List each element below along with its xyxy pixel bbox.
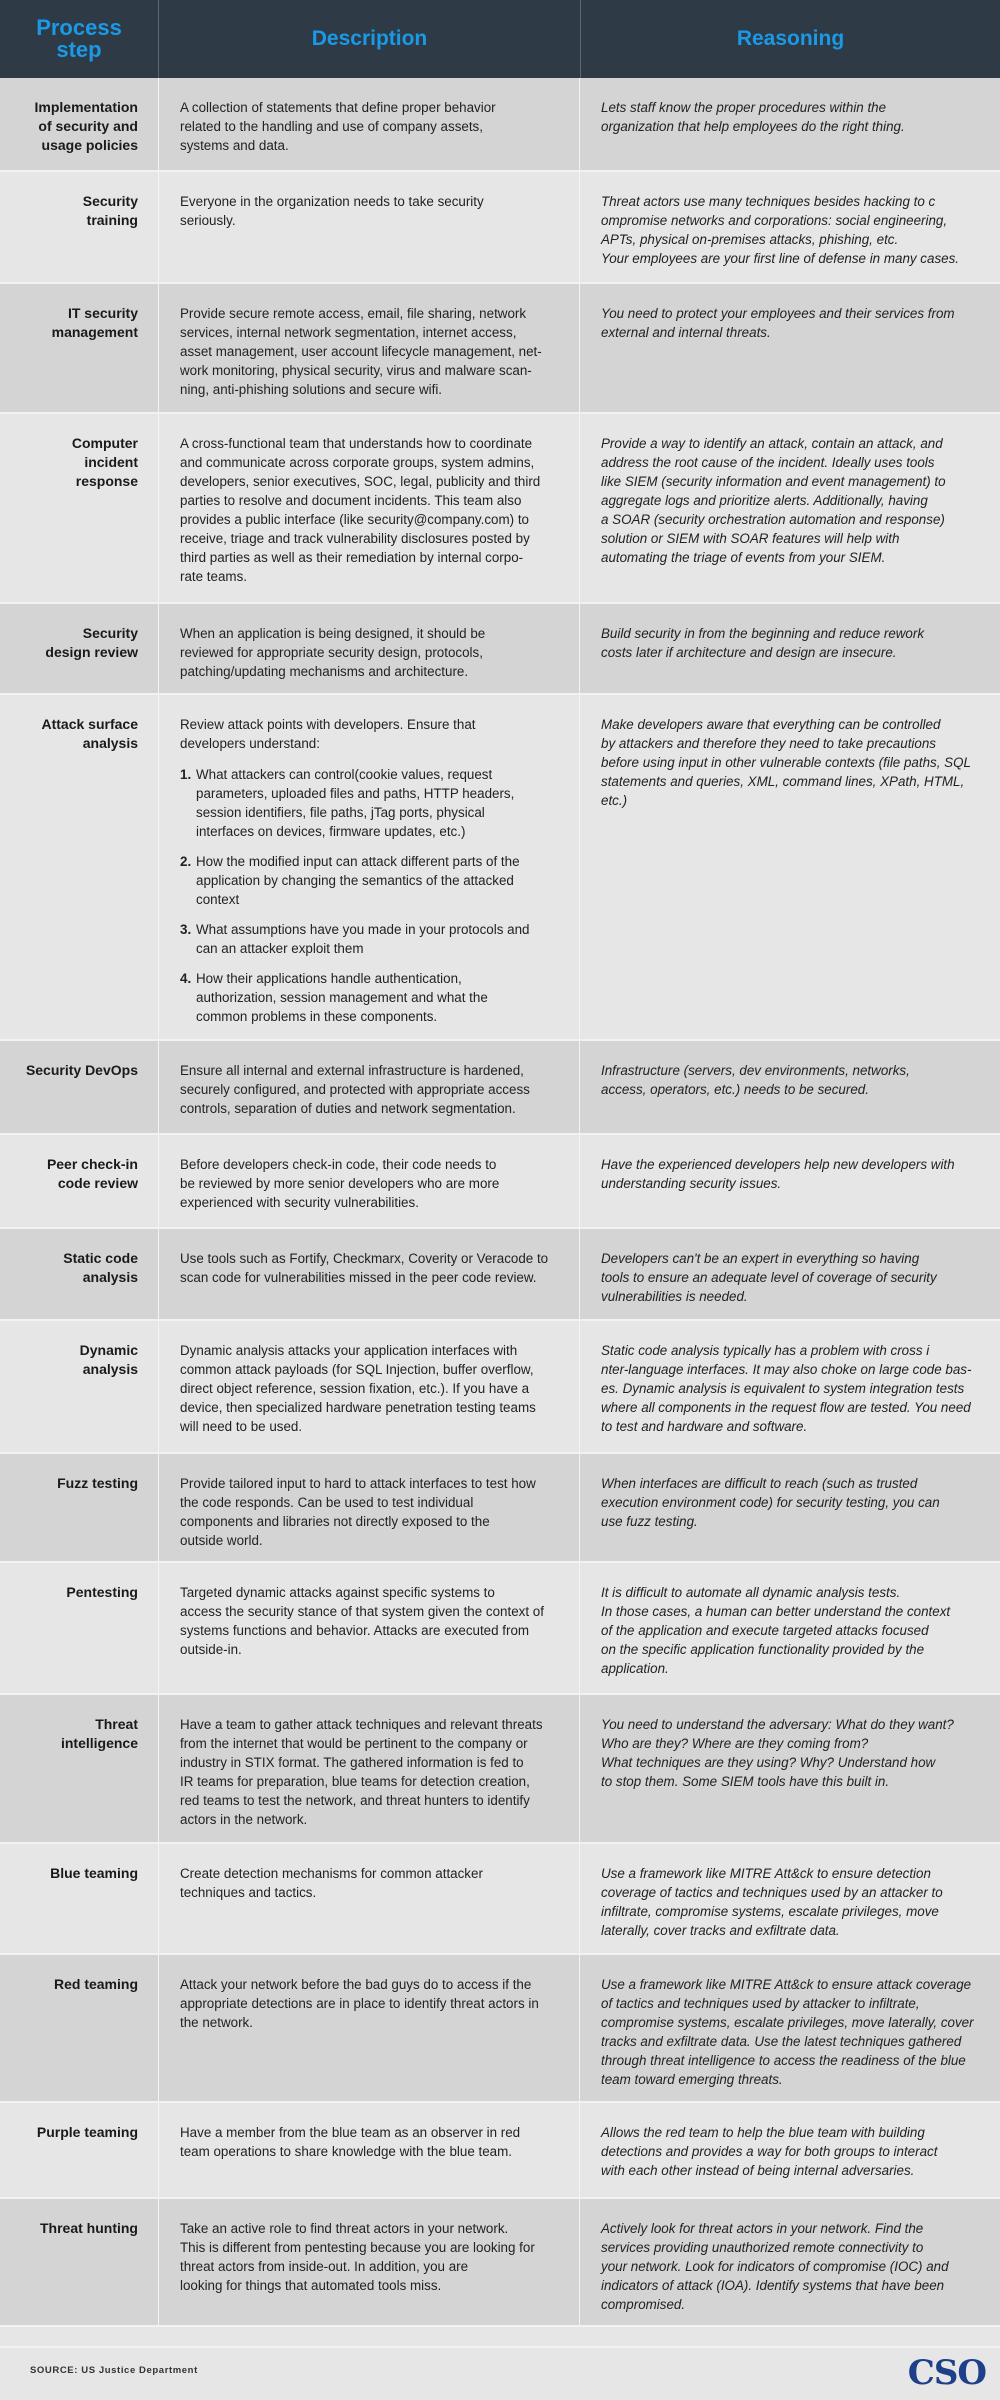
process-step-cell: Purple teaming <box>36 2124 138 2140</box>
description-text: Dynamic analysis attacks your application interfaces with common attack payloads (for SQL Injection, buffer overflow, direct object reference, session fixation, etc.). If you have a device, then specialized hardware penetration testing teams will need to be used. <box>180 1343 536 1434</box>
description-text: Ensure all internal and external infrastructure is hardened, securely configured, and protected with appropriate access controls, separation of duties and network segmentation. <box>180 1063 530 1116</box>
description-text: Have a team to gather attack techniques and relevant threats from the internet that would be pertinent to the company or industry in STIX format. The gathered information is fed to IR teams for preparation, blue teams for detection creation, red teams to test the network, and threat hunters to identify actors in the network. <box>180 1717 543 1827</box>
reasoning-text: Threat actors use many techniques besides hacking to c ompromise networks and corporations: social engineering, APTs, physical on-premises attacks, phishing, etc. Your employees are your first line of defense in many cases. <box>601 194 960 266</box>
description-text: Provide secure remote access, email, file sharing, network services, internal network segmentation, internet access, asset management, user account lifecycle management, net- work monitoring, physical security, virus and malware scan- ning, anti-phishing solutions and secure wifi. <box>180 306 542 397</box>
table-row <box>0 1135 1000 1229</box>
reasoning-cell <box>579 2103 1000 2197</box>
reasoning-cell <box>579 1321 1000 1452</box>
cso-logo: CSO <box>907 2353 986 2393</box>
list-item-number: 2. <box>180 854 192 869</box>
reasoning-cell <box>579 284 1000 412</box>
description-cell <box>158 414 579 602</box>
process-step-cell: Attack surface analysis <box>41 716 138 751</box>
reasoning-cell <box>579 78 1000 170</box>
process-step-cell: Fuzz testing <box>57 1475 138 1491</box>
description-text: Have a member from the blue team as an observer in red team operations to share knowledge with the blue team. <box>180 2125 521 2159</box>
reasoning-cell <box>579 2199 1000 2325</box>
reasoning-text: Provide a way to identify an attack, contain an attack, and address the root cause of the incident. Ideally uses tools like SIEM (security information and event management) to aggregate logs and prioritize alerts. Additionally, having a SOAR (security orchestration automation and response) solution or SIEM with SOAR features will help with automating the triage of events from your SIEM. <box>601 436 946 565</box>
list-item-text: What attackers can control(cookie values, request parameters, uploaded files and paths, HTTP headers, session identifiers, file paths, jTag ports, physical interfaces on devices, firmware updates, etc.) <box>196 767 515 839</box>
reasoning-text: Allows the red team to help the blue team with building detections and provides a way for both groups to interact with each other instead of being internal adversaries. <box>601 2125 938 2178</box>
reasoning-cell <box>579 1135 1000 1227</box>
description-text: A collection of statements that define proper behavior related to the handling and use of company assets, systems and data. <box>180 100 496 153</box>
reasoning-text: Use a framework like MITRE Att&ck to ensure detection coverage of tactics and techniques used by an attacker to infiltrate, compromise systems, escalate privileges, move laterally, cover tracks and exfiltrate data. <box>601 1866 943 1938</box>
reasoning-cell <box>579 414 1000 602</box>
list-item-number: 3. <box>180 922 192 937</box>
table-row <box>0 1041 1000 1135</box>
reasoning-text: Have the experienced developers help new developers with understanding security issues. <box>601 1157 955 1191</box>
process-step-cell: Dynamic analysis <box>79 1342 138 1377</box>
table-row <box>0 604 1000 695</box>
description-cell <box>158 1695 579 1842</box>
description-text: Targeted dynamic attacks against specific systems to access the security stance of that system given the context of systems functions and behavior. Attacks are executed from outside-in. <box>180 1585 544 1657</box>
table-row <box>0 1844 1000 1955</box>
table-header <box>0 0 1000 78</box>
description-text: A cross-functional team that understands how to coordinate and communicate across corporate groups, system admins, developers, senior executives, SOC, legal, publicity and third parties to resolve and document incidents. This team also provides a public interface (like security@company.com) to receive, triage and track vulnerability disclosures posted by third parties as well as their remediation by internal corpo- rate teams. <box>180 436 541 584</box>
source-credit: SOURCE: US Justice Department <box>30 2365 198 2376</box>
description-text: Create detection mechanisms for common attacker techniques and tactics. <box>180 1866 483 1900</box>
list-item-number: 4. <box>180 971 192 986</box>
reasoning-cell <box>579 1563 1000 1693</box>
description-text: Use tools such as Fortify, Checkmarx, Coverity or Veracode to scan code for vulnerabilities missed in the peer code review. <box>180 1251 549 1285</box>
reasoning-text: Static code analysis typically has a problem with cross i nter-language interfaces. It may also choke on large code bas- es. Dynamic analysis is equivalent to system integration tests where all components in the request flow are tested. You need to test and hardware and software. <box>601 1343 972 1434</box>
list-item <box>180 969 559 1026</box>
list-item <box>180 852 559 909</box>
process-step-cell: Pentesting <box>66 1584 138 1600</box>
description-cell <box>158 2199 579 2325</box>
description-cell <box>158 1135 579 1227</box>
header-reasoning: Reasoning <box>736 27 845 50</box>
table-row <box>0 695 1000 1041</box>
description-cell <box>158 1321 579 1452</box>
list-item-number: 1. <box>180 767 192 782</box>
table-row <box>0 172 1000 284</box>
reasoning-cell <box>579 1844 1000 1953</box>
list-item-text: How their applications handle authentication, authorization, session management and what the common problems in these components. <box>196 971 488 1024</box>
description-cell <box>158 2103 579 2197</box>
description-text: When an application is being designed, it should be reviewed for appropriate security design, protocols, patching/updating mechanisms and architecture. <box>180 626 486 679</box>
reasoning-text: Use a framework like MITRE Att&ck to ensure attack coverage of tactics and techniques used by attacker to infiltrate, compromise systems, escalate privileges, move laterally, cover tracks and exfiltrate data. Use the latest techniques gathered through threat intelligence to access the readiness of the blue team toward emerging threats. <box>601 1977 974 2087</box>
process-step-cell: Threat intelligence <box>60 1716 138 1751</box>
description-cell <box>158 695 579 1039</box>
table-row <box>0 2199 1000 2327</box>
description-cell <box>158 78 579 170</box>
process-step-cell: Peer check-in code review <box>46 1156 138 1191</box>
table-row <box>0 1321 1000 1454</box>
list-item-text: How the modified input can attack different parts of the application by changing the semantics of the attacked context <box>196 854 520 907</box>
description-text: Attack your network before the bad guys do to access if the appropriate detections are in place to identify threat actors in the network. <box>180 1977 539 2030</box>
reasoning-cell <box>579 1041 1000 1133</box>
list-item <box>180 920 559 958</box>
description-cell <box>158 604 579 693</box>
description-cell <box>158 1229 579 1319</box>
table-row <box>0 2103 1000 2199</box>
reasoning-text: When interfaces are difficult to reach (such as trusted execution environment code) for security testing, you can use fuzz testing. <box>601 1476 940 1529</box>
reasoning-text: Lets staff know the proper procedures within the organization that help employees do the right thing. <box>601 100 905 134</box>
reasoning-text: It is difficult to automate all dynamic analysis tests. In those cases, a human can better understand the context of the application and execute targeted attacks focused on the specific application functionality provided by the application. <box>601 1585 951 1676</box>
process-step-cell: Security training <box>82 193 138 228</box>
table-row <box>0 1563 1000 1695</box>
description-text: Before developers check-in code, their code needs to be reviewed by more senior developers who are more experienced with security vulnerabilities. <box>180 1157 500 1210</box>
reasoning-text: Developers can't be an expert in everything so having tools to ensure an adequate level of coverage of security vulnerabilities is needed. <box>601 1251 937 1304</box>
reasoning-cell <box>579 695 1000 1039</box>
reasoning-cell <box>579 1955 1000 2101</box>
table-body <box>0 78 1000 2327</box>
description-cell <box>158 1844 579 1953</box>
list-item <box>180 765 559 841</box>
description-text: Take an active role to find threat actors in your network. This is different from pentesting because you are looking for threat actors from inside-out. In addition, you are looking for things that automated tools miss. <box>180 2221 535 2293</box>
table-row <box>0 1229 1000 1321</box>
reasoning-text: Make developers aware that everything can be controlled by attackers and therefore they need to take precautions before using input in other vulnerable contexts (file paths, SQL statements and queries, XML, command lines, XPath, HTML, etc.) <box>601 717 971 808</box>
header-process-step: Process step <box>0 0 159 78</box>
reasoning-text: Actively look for threat actors in your network. Find the services providing unauthorized remote connectivity to your network. Look for indicators of compromise (IOC) and indicators of attack (IOA). Identify systems that have been compromised. <box>601 2221 949 2312</box>
table-row <box>0 1695 1000 1844</box>
reasoning-text: Build security in from the beginning and reduce rework costs later if architecture and design are insecure. <box>601 626 925 660</box>
table-row <box>0 1454 1000 1563</box>
process-step-cell: Security design review <box>45 625 138 660</box>
table-row <box>0 1955 1000 2103</box>
reasoning-cell <box>579 604 1000 693</box>
description-text: Review attack points with developers. Ensure that developers understand: <box>180 717 476 751</box>
reasoning-cell <box>579 1454 1000 1561</box>
process-step-cell: Red teaming <box>53 1976 138 1992</box>
header-description: Description <box>159 0 581 78</box>
description-text: Provide tailored input to hard to attack interfaces to test how the code responds. Can be used to test individual components and libraries not directly exposed to the outside world. <box>180 1476 536 1548</box>
reasoning-text: You need to understand the adversary: What do they want? Who are they? Where are they coming from? What techniques are they using? Why? Understand how to stop them. Some SIEM tools have this built in. <box>601 1717 954 1789</box>
description-cell <box>158 1563 579 1693</box>
description-cell <box>158 284 579 412</box>
reasoning-text: Infrastructure (servers, dev environments, networks, access, operators, etc.) needs to be secured. <box>601 1063 910 1097</box>
list-item-text: What assumptions have you made in your protocols and can an attacker exploit them <box>196 922 530 956</box>
process-step-cell: Computer incident response <box>71 435 138 489</box>
description-cell <box>158 1041 579 1133</box>
description-list <box>180 765 559 1026</box>
process-step-cell: IT security management <box>51 305 138 340</box>
process-step-cell: Static code analysis <box>63 1250 138 1285</box>
description-cell <box>158 172 579 282</box>
reasoning-text: You need to protect your employees and their services from external and internal threats. <box>601 306 955 340</box>
reasoning-cell <box>579 172 1000 282</box>
reasoning-cell <box>579 1695 1000 1842</box>
process-step-cell: Security DevOps <box>25 1062 138 1078</box>
table-row <box>0 78 1000 172</box>
reasoning-cell <box>579 1229 1000 1319</box>
description-cell <box>158 1454 579 1561</box>
table-row <box>0 414 1000 604</box>
process-step-cell: Implementation of security and usage policies <box>34 99 138 153</box>
process-step-cell: Threat hunting <box>40 2220 138 2236</box>
table-row <box>0 284 1000 414</box>
process-step-cell: Blue teaming <box>50 1865 138 1881</box>
description-text: Everyone in the organization needs to take security seriously. <box>180 194 484 228</box>
description-cell <box>158 1955 579 2101</box>
footer <box>0 2346 1000 2400</box>
